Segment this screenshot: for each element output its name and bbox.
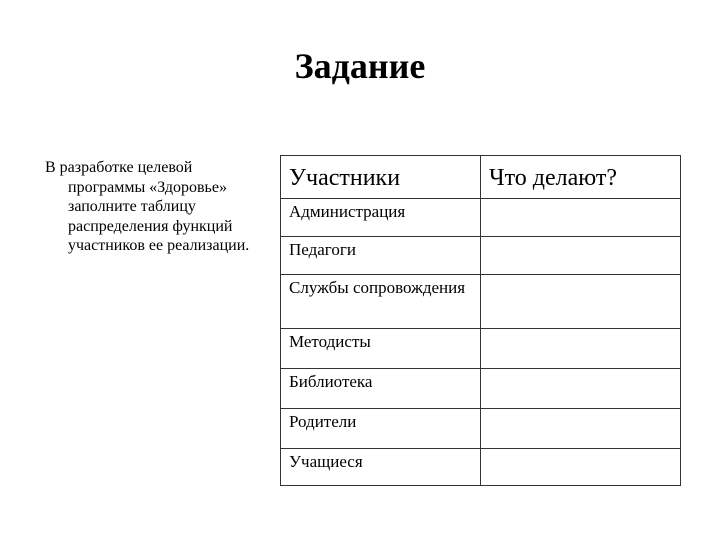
duties-cell: [481, 237, 681, 275]
duties-cell: [481, 275, 681, 329]
header-what-they-do: Что делают?: [489, 165, 618, 191]
participant-label: Родители: [289, 412, 357, 431]
duties-cell: [481, 369, 681, 409]
header-participants-cell: [281, 156, 481, 199]
table-row: [281, 199, 681, 237]
duties-text: [481, 369, 680, 372]
table-row: [281, 369, 681, 409]
table-header-row: [281, 156, 681, 199]
participant-cell: [281, 275, 481, 329]
header-what-they-do-cell: [481, 156, 681, 199]
duties-text: [481, 449, 680, 452]
participant-cell: [281, 199, 481, 237]
duties-cell: [481, 329, 681, 369]
duties-cell: [481, 449, 681, 486]
duties-text: [481, 329, 680, 332]
duties-text: [481, 275, 680, 278]
participant-label: Педагоги: [289, 240, 356, 259]
table-row: [281, 409, 681, 449]
table-row: [281, 329, 681, 369]
duties-text: [481, 409, 680, 412]
instruction-text: [45, 158, 277, 256]
duties-text: [481, 237, 680, 240]
participant-label: Методисты: [289, 332, 371, 351]
participant-cell: [281, 329, 481, 369]
participant-label: Учащиеся: [289, 452, 363, 471]
roles-table-container: [280, 155, 681, 486]
duties-cell: [481, 199, 681, 237]
participant-label: Библиотека: [289, 372, 373, 391]
header-participants: Участники: [289, 165, 401, 191]
instruction-first-line: В разработке целевой: [45, 159, 193, 176]
participant-cell: [281, 237, 481, 275]
table-row: [281, 449, 681, 486]
participant-cell: [281, 409, 481, 449]
slide-title: Задание: [294, 46, 426, 86]
table-row: [281, 237, 681, 275]
participant-cell: [281, 369, 481, 409]
duties-cell: [481, 409, 681, 449]
participant-cell: [281, 449, 481, 486]
duties-text: [481, 199, 680, 202]
table-row: [281, 275, 681, 329]
participant-label: Службы сопровождения: [289, 278, 466, 297]
roles-table: [280, 155, 681, 486]
instruction-rest: программы «Здоровье» заполните таблицу распределения функций участников ее реализации.: [68, 178, 250, 254]
participant-label: Администрация: [289, 202, 406, 221]
